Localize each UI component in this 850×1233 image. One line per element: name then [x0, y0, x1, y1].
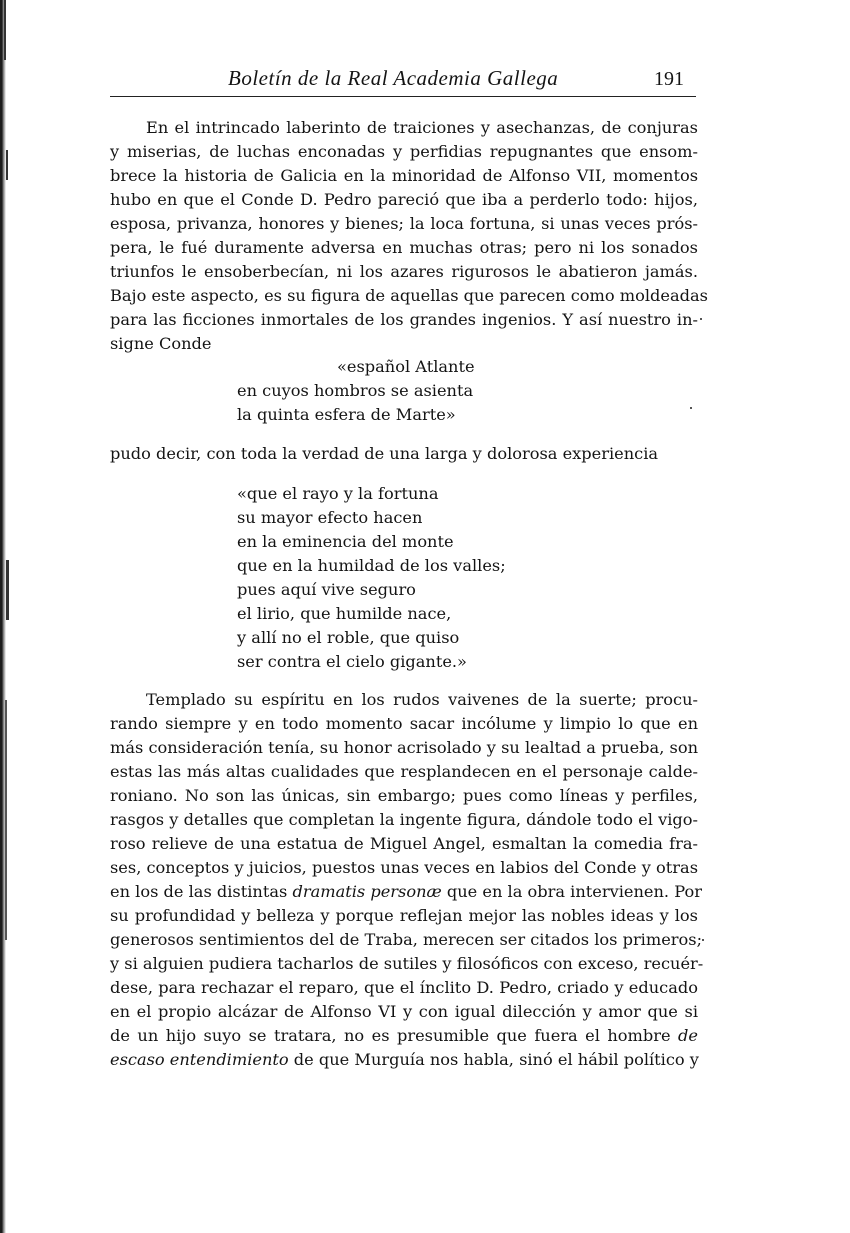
- text-line-with-italic: [110, 1024, 698, 1048]
- text-line: rasgos y detalles que completan la ingente figura, dándole todo el vigo-: [110, 810, 698, 829]
- italic-phrase: dramatis personæ: [292, 882, 442, 901]
- verse-line: el lirio, que humilde nace,: [237, 604, 452, 623]
- text-line: y miserias, de luchas enconadas y perfidias repugnantes que ensom-: [110, 142, 698, 161]
- italic-phrase: escaso entendimiento: [110, 1050, 289, 1069]
- text-line: esposa, privanza, honores y bienes; la loca fortuna, si unas veces prós-: [110, 214, 698, 233]
- verse-quote-2: [237, 482, 506, 674]
- text-line: dese, para rechazar el reparo, que el ínclito D. Pedro, criado y educado: [110, 978, 698, 997]
- verse-line: que en la humildad de los valles;: [237, 556, 506, 575]
- text-line: más consideración tenía, su honor acrisolado y su lealtad a prueba, son: [110, 738, 698, 757]
- text-line: rando siempre y en todo momento sacar incólume y limpio lo que en: [110, 714, 698, 733]
- text-line: en el propio alcázar de Alfonso VI y con igual dilección y amor que si: [110, 1002, 698, 1021]
- text-line: signe Conde: [110, 334, 212, 353]
- verse-line: la quinta esfera de Marte»: [237, 405, 456, 424]
- text-line: brece la historia de Galicia en la minoridad de Alfonso VII, momentos: [110, 166, 698, 185]
- verse-quote-1: [237, 355, 475, 427]
- paragraph-1: [110, 116, 708, 356]
- verse-line: su mayor efecto hacen: [237, 508, 423, 527]
- verse-line: en la eminencia del monte: [237, 532, 454, 551]
- scan-speck: [700, 318, 702, 320]
- text-fragment: en los de las distintas: [110, 882, 293, 901]
- verse-line: en cuyos hombros se asienta: [237, 381, 474, 400]
- text-line: estas las más altas cualidades que resplandecen en el personaje calde-: [110, 762, 698, 781]
- text-line: hubo en que el Conde D. Pedro pareció que iba a perderlo todo: hijos,: [110, 190, 698, 209]
- text-line: Templado su espíritu en los rudos vaivenes de la suerte; procu-: [146, 690, 698, 709]
- text-line: pudo decir, con toda la verdad de una larga y dolorosa experiencia: [110, 444, 659, 463]
- text-line-with-italic: [110, 880, 702, 904]
- verse-line: «que el rayo y la fortuna: [237, 484, 439, 503]
- text-line: Bajo este aspecto, es su figura de aquellas que parecen como moldeadas: [110, 286, 708, 305]
- scan-left-edge: [0, 0, 14, 1233]
- running-header: [110, 66, 696, 98]
- text-line: su profundidad y belleza y porque reflejan mejor las nobles ideas y los: [110, 906, 698, 925]
- verse-line: ser contra el cielo gigante.»: [237, 652, 467, 671]
- verse-line: «español Atlante: [337, 357, 475, 376]
- paragraph-2: [110, 688, 704, 1072]
- text-fragment: de un hijo suyo se tratara, no es presumible que fuera el hombre: [110, 1026, 679, 1045]
- text-line: para las ficciones inmortales de los grandes ingenios. Y así nuestro in-: [110, 310, 698, 329]
- text-fragment: que en la obra intervienen. Por: [441, 882, 702, 901]
- text-line: pera, le fué duramente adversa en muchas otras; pero ni los sonados: [110, 238, 698, 257]
- verse-line: pues aquí vive seguro: [237, 580, 416, 599]
- scan-speck: [702, 939, 704, 941]
- verse-line: y allí no el roble, que quiso: [237, 628, 460, 647]
- connector-line: [110, 442, 698, 466]
- scan-speck: [690, 407, 692, 409]
- header-rule: [110, 96, 696, 97]
- text-line: roso relieve de una estatua de Miguel Angel, esmaltan la comedia fra-: [110, 834, 698, 853]
- italic-phrase: de: [678, 1026, 698, 1045]
- text-line-with-italic: [110, 1048, 698, 1072]
- text-line: triunfos le ensoberbecían, ni los azares rigurosos le abatieron jamás.: [110, 262, 698, 281]
- text-fragment: de que Murguía nos habla, sinó el hábil político y: [288, 1050, 699, 1069]
- journal-title: Boletín de la Real Academia Gallega: [228, 66, 559, 90]
- text-line: ses, conceptos y juicios, puestos unas veces en labios del Conde y otras: [110, 858, 698, 877]
- text-line: generosos sentimientos del de Traba, merecen ser citados los primeros;: [110, 930, 703, 949]
- page-number: 191: [654, 68, 684, 90]
- text-line: y si alguien pudiera tacharlos de sutiles y filosóficos con exceso, recuér-: [110, 954, 704, 973]
- text-line: En el intrincado laberinto de traiciones y asechanzas, de conjuras: [146, 118, 698, 137]
- text-line: roniano. No son las únicas, sin embargo; pues como líneas y perfiles,: [110, 786, 698, 805]
